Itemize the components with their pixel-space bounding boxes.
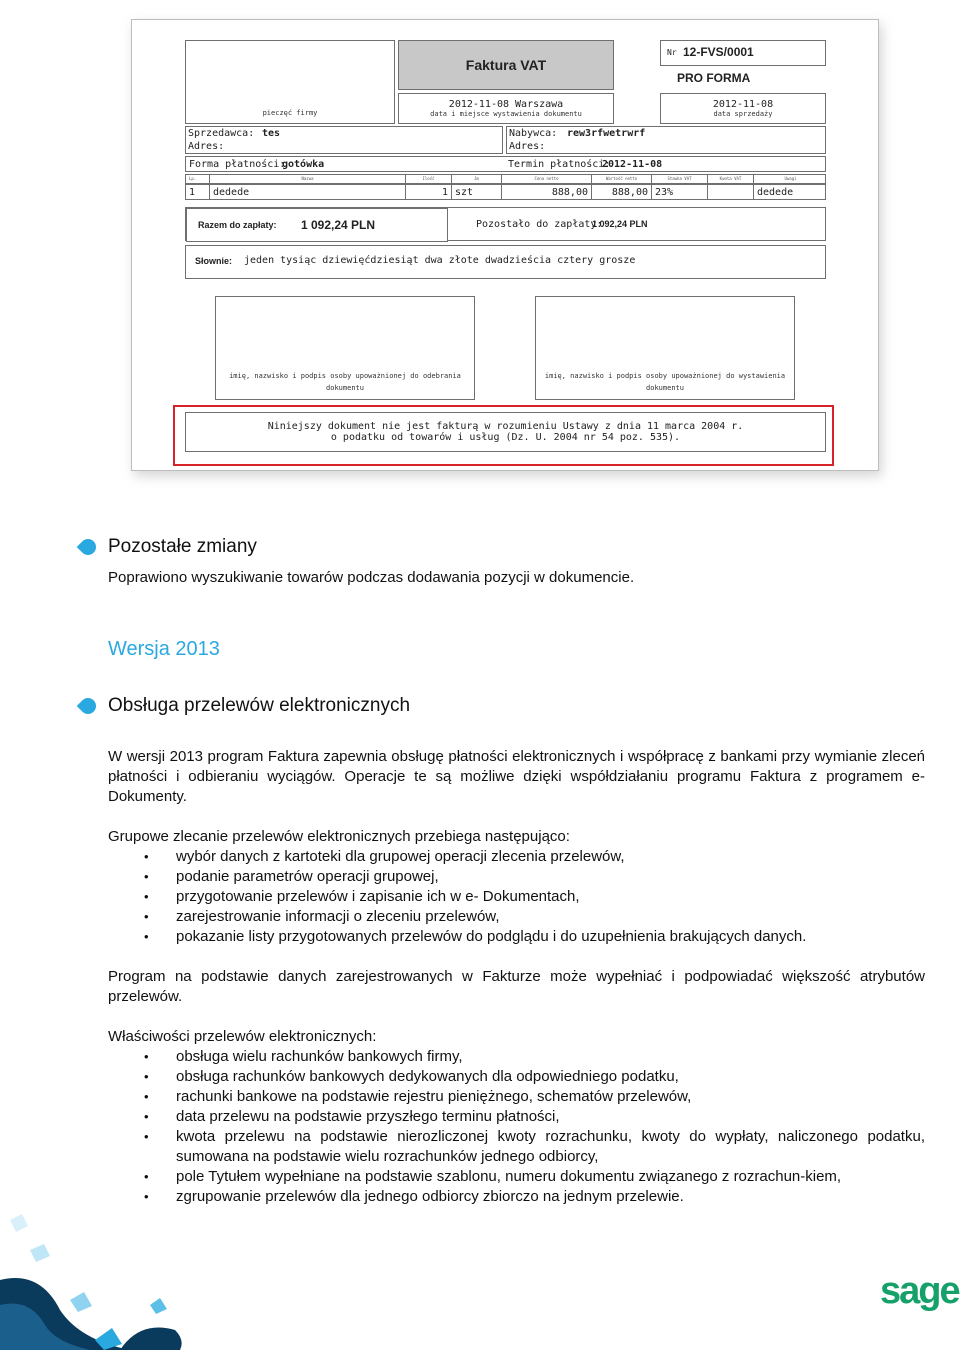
decorative-corner-graphic	[0, 1210, 190, 1350]
header-qty: Ilość	[406, 175, 452, 183]
seller-address-label: Adres:	[188, 141, 225, 152]
sale-date-caption: data sprzedaży	[713, 110, 773, 118]
list-item: • data przelewu na podstawie przyszłego terminu płatności,	[108, 1107, 925, 1127]
row-unit: szt	[452, 185, 502, 199]
signature-issue-caption: imię, nazwisko i podpis osoby upoważnionej do wystawienia dokumentu	[544, 372, 786, 392]
list-item: • pokazanie listy przygotowanych przelewów do podglądu i do uzupełnienia brakujących danych.	[108, 927, 925, 947]
invoice-title: Faktura VAT	[465, 57, 547, 73]
list-item: • zarejestrowanie informacji o zleceniu przelewów,	[108, 907, 925, 927]
issue-place-date: 2012-11-08 Warszawa	[448, 99, 564, 110]
seller-box	[185, 126, 503, 154]
table-row	[185, 184, 826, 200]
section-bullet-icon	[77, 536, 100, 559]
header-net: Wartość netto	[592, 175, 652, 183]
payment-row	[185, 156, 826, 172]
other-changes-title: Pozostałe zmiany	[108, 536, 257, 557]
list-item: • obsługa wielu rachunków bankowych firmy,	[108, 1047, 925, 1067]
row-name: dedede	[210, 185, 406, 199]
header-note: Uwagi	[784, 176, 797, 181]
buyer-name: rew3rfwetrwrf	[567, 128, 646, 139]
sage-logo: sage	[880, 1270, 959, 1312]
list-item: • obsługa rachunków bankowych dedykowanych dla odpowiedniego podatku,	[108, 1067, 925, 1087]
pro-forma-label: PRO FORMA	[677, 71, 751, 85]
total-amount: 1 092,24 PLN	[301, 218, 376, 232]
row-price: 888,00	[502, 185, 592, 199]
list-item: • przygotowanie przelewów i zapisanie ich w e- Dokumentach,	[108, 887, 925, 907]
other-changes-heading	[80, 536, 257, 558]
row-lp: 1	[186, 185, 210, 199]
amount-in-words-box	[185, 245, 826, 279]
payment-due: 2012-11-08	[602, 159, 663, 170]
seller-name: tes	[262, 128, 281, 139]
remaining-amount: 1 092,24 PLN	[592, 219, 648, 229]
header-vat: Stawka VAT	[652, 175, 708, 183]
invoice-number: 12-FVS/0001	[683, 45, 754, 59]
sale-date: 2012-11-08	[712, 99, 774, 110]
transfers-intro: W wersji 2013 program Faktura zapewnia obsługę płatności elektronicznych i współpracę z bankami przy wymianie zleceń płatności i odbieraniu wyciągów. Operacje te są możliwe dzięki współdziałaniu programu Faktura z programem e-Dokumenty.	[108, 748, 925, 805]
row-qty: 1	[406, 185, 452, 199]
row-note: dedede	[757, 187, 794, 198]
section-bullet-icon	[77, 695, 100, 718]
transfers-heading	[80, 695, 410, 717]
invoice-title-box	[398, 40, 614, 90]
disclaimer-box	[185, 412, 826, 452]
buyer-box	[506, 126, 826, 154]
list-item: • pole Tytułem wypełniane na podstawie szablonu, numeru dokumentu związanego z rozrachun-kiem,	[108, 1167, 925, 1187]
program-text: Program na podstawie danych zarejestrowanych w Fakturze może wypełniać i podpowiadać większość atrybutów przelewów.	[108, 968, 925, 1005]
signature-issue-box	[535, 296, 795, 400]
words-label: Słownie:	[195, 256, 233, 266]
header-price: Cena netto	[502, 175, 592, 183]
header-lp: Lp.	[186, 175, 210, 183]
issue-place-date-caption: data i miejsce wystawienia dokumentu	[430, 110, 582, 118]
header-name: Nazwa	[210, 175, 406, 183]
row-vat-amount	[708, 185, 754, 199]
buyer-label: Nabywca:	[509, 128, 558, 139]
seal-box	[185, 40, 395, 124]
disclaimer-line-1: Niniejszy dokument nie jest fakturą w rozumieniu Ustawy z dnia 11 marca 2004 r.	[267, 421, 744, 432]
payment-form: gotówka	[282, 159, 325, 170]
buyer-address-label: Adres:	[509, 141, 546, 152]
header-vat-amount: Kwota VAT	[708, 175, 754, 183]
invoice-preview	[131, 19, 879, 471]
sale-date-box	[660, 93, 826, 124]
words-text: jeden tysiąc dziewięćdziesiąt dwa złote dwadzieścia cztery grosze	[244, 255, 636, 266]
payment-form-label: Forma płatności:	[189, 159, 286, 170]
decorative-shapes-icon	[0, 1214, 182, 1350]
totals-box	[185, 207, 826, 241]
list-item: • wybór danych z kartoteki dla grupowej operacji zlecenia przelewów,	[108, 847, 925, 867]
remaining-label: Pozostało do zapłaty:	[476, 219, 603, 230]
list-item: • kwota przelewu na podstawie nierozliczonej kwoty rozrachunku, kwoty do wypłaty, naliczonego podatku, sumowana na podstawie wielu rozrachunków jednego odbiorcy,	[108, 1127, 925, 1167]
number-label: Nr	[667, 48, 677, 57]
seal-label: pieczęć firmy	[262, 109, 318, 117]
group-intro: Grupowe zlecanie przelewów elektronicznych przebiega następująco:	[108, 828, 570, 845]
disclaimer-line-2: o podatku od towarów i usług (Dz. U. 2004 nr 54 poz. 535).	[330, 432, 681, 443]
row-vat: 23%	[652, 185, 708, 199]
total-box	[186, 208, 448, 242]
version-heading: Wersja 2013	[108, 638, 220, 660]
list-item: • zgrupowanie przelewów dla jednego odbiorcy zbiorczo na jednym przelewie.	[108, 1187, 925, 1207]
list-item: • podanie parametrów operacji grupowej,	[108, 867, 925, 887]
payment-due-label: Termin płatności:	[508, 159, 611, 170]
transfers-title: Obsługa przelewów elektronicznych	[108, 695, 411, 716]
list-item: • rachunki bankowe na podstawie rejestru pieniężnego, schematów przelewów,	[108, 1087, 925, 1107]
signature-receive-caption: imię, nazwisko i podpis osoby upoważnionej do odebrania dokumentu	[229, 372, 461, 392]
seller-label: Sprzedawca:	[188, 128, 255, 139]
signature-receive-box	[215, 296, 475, 400]
invoice-number-box	[660, 40, 826, 66]
items-table-header	[185, 174, 826, 184]
issue-place-date-box	[398, 93, 614, 124]
header-unit: Jm	[452, 175, 502, 183]
other-changes-text: Poprawiono wyszukiwanie towarów podczas dodawania pozycji w dokumencie.	[108, 569, 635, 586]
total-label: Razem do zapłaty:	[198, 220, 277, 230]
props-intro: Właściwości przelewów elektronicznych:	[108, 1028, 377, 1045]
row-net: 888,00	[592, 185, 652, 199]
props-list	[108, 1047, 925, 1207]
group-steps-list	[108, 847, 925, 947]
